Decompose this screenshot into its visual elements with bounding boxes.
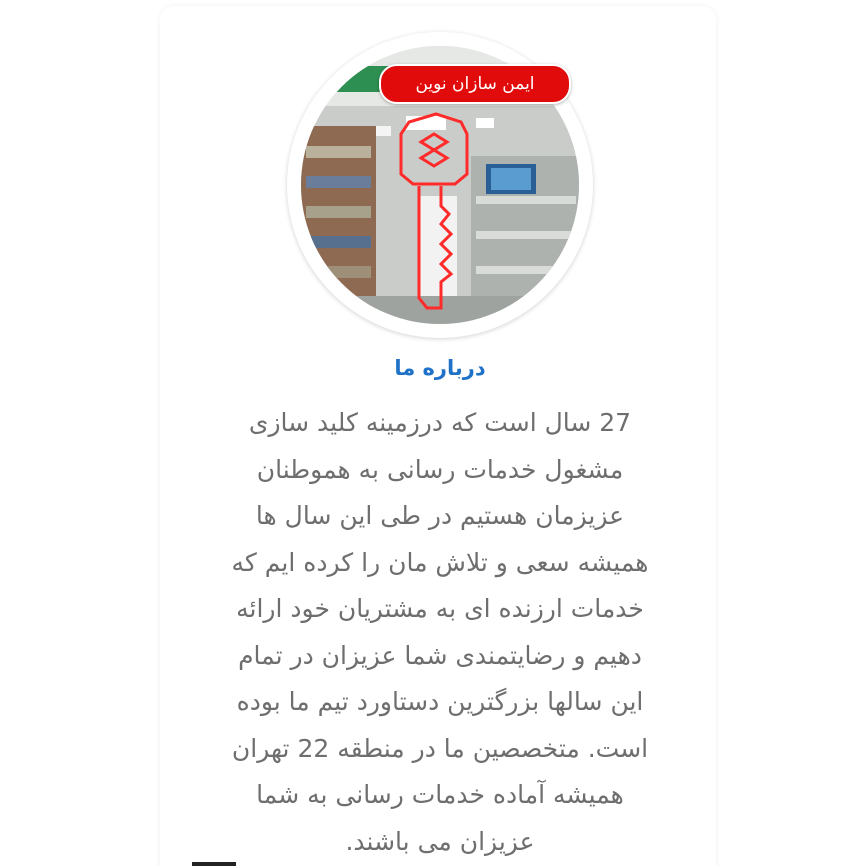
about-line: همیشه آماده خدمات رسانی به شما <box>256 780 624 809</box>
about-title: درباره ما <box>394 356 486 380</box>
about-line: مشغول خدمات رسانی به هموطنان <box>256 454 624 484</box>
about-text <box>180 400 700 865</box>
about-line: همیشه سعی و تلاش مان را کرده ایم که <box>231 547 649 577</box>
about-line: عزیزمان هستیم در طی این سال ها <box>255 501 625 530</box>
about-line: عزیزان می باشند. <box>345 826 535 856</box>
about-line: خدمات ارزنده ای به مشتریان خود ارائه <box>236 594 644 623</box>
about-line: 27 سال است که درزمینه کلید سازی <box>248 408 632 437</box>
bottom-divider <box>192 862 236 866</box>
about-line: این سالها بزرگترین دستاورد تیم ما بوده <box>236 687 644 716</box>
brand-badge: ایمن سازان نوین <box>379 64 571 104</box>
about-line: است. متخصصین ما در منطقه 22 تهران <box>231 733 649 763</box>
about-line: دهیم و رضایتمندی شما عزیزان در تمام <box>238 640 642 670</box>
